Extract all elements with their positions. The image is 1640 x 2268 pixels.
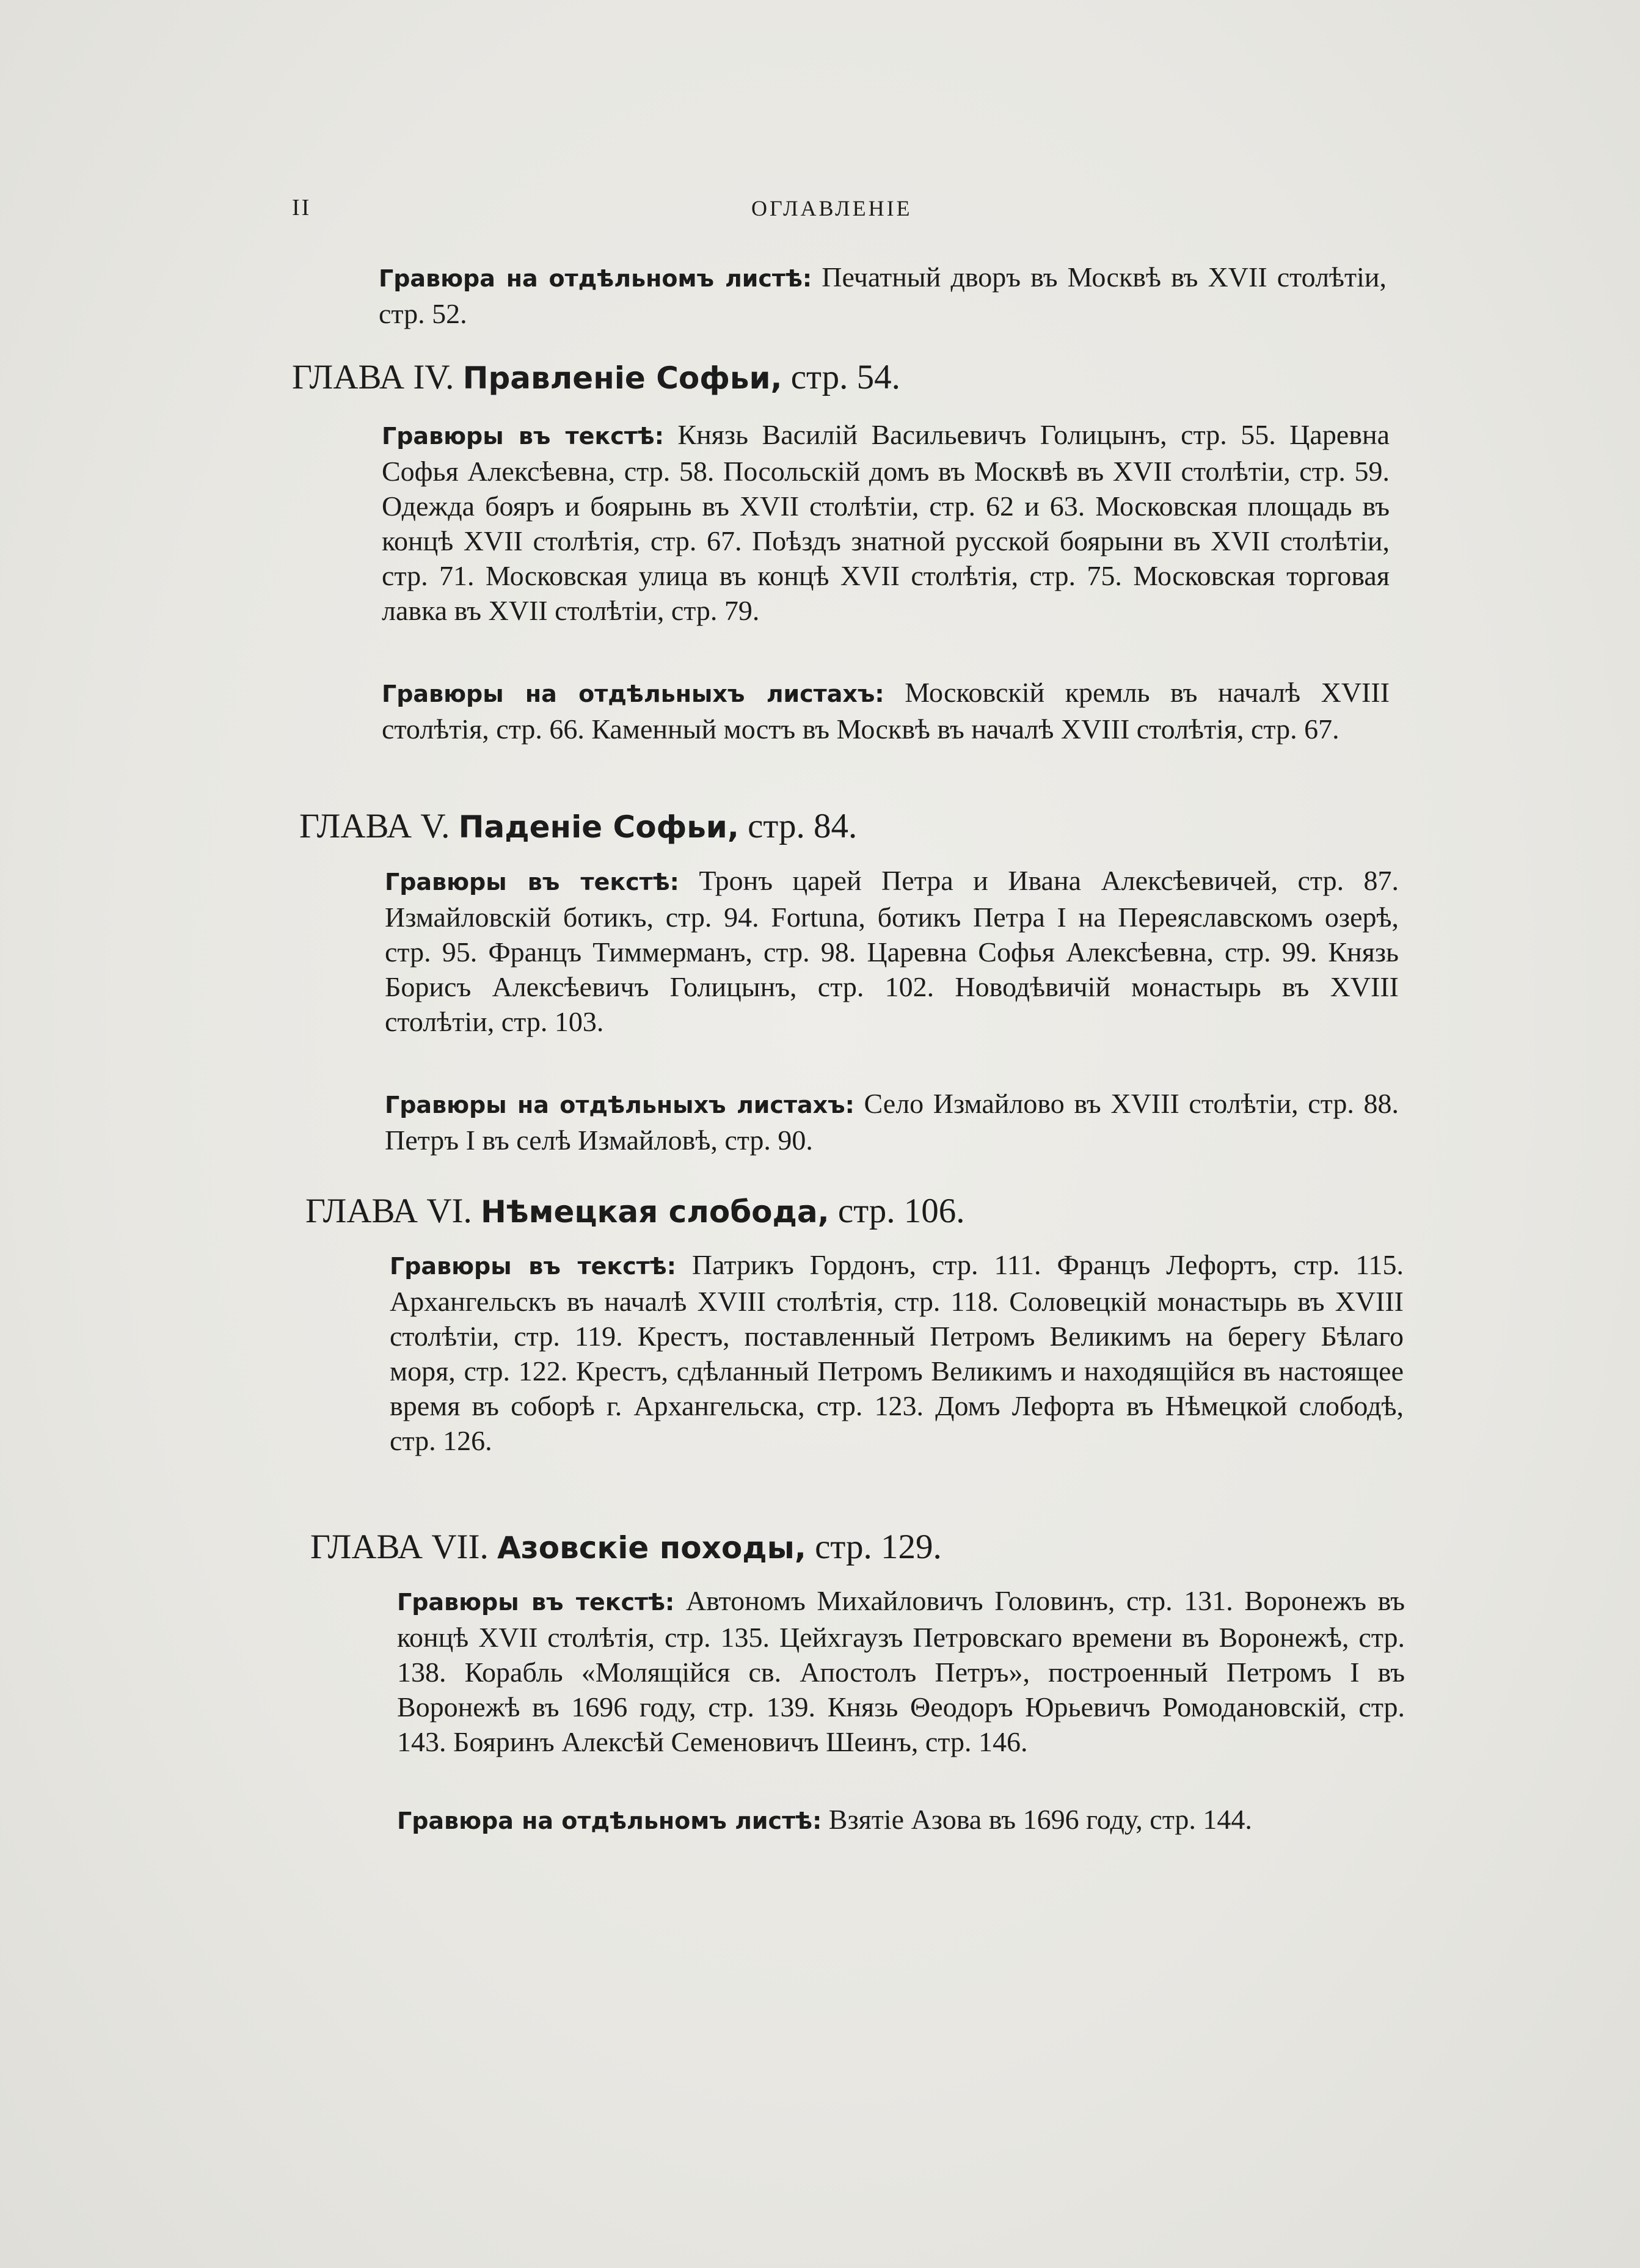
chapter-heading-vii bbox=[310, 1527, 942, 1567]
chapter-title: Правленіе Софьи, bbox=[462, 360, 782, 396]
page-number: II bbox=[292, 195, 312, 221]
top-entry bbox=[379, 260, 1387, 331]
entry-label: Гравюра на отдѣльномъ листѣ: bbox=[379, 265, 812, 292]
entry-label: Гравюры на отдѣльныхъ листахъ: bbox=[385, 1092, 855, 1118]
chapter-heading-v bbox=[299, 806, 857, 846]
entry-label: Гравюра на отдѣльномъ листѣ: bbox=[397, 1807, 822, 1834]
entry-text: Московскій кремль въ началѣ XVIII столѣтія, стр. 66. Каменный мостъ въ Москвѣ въ началѣ XVIII столѣтія, стр. 67. bbox=[382, 677, 1390, 745]
chapter-title: Нѣмецкая слобода, bbox=[480, 1194, 829, 1230]
entry-text: Печатный дворъ въ Москвѣ въ XVII столѣтіи, стр. 52. bbox=[379, 261, 1387, 329]
entry-text: Князь Василій Васильевичъ Голицынъ, стр. 55. Царевна Софья Алексѣевна, стр. 58. Посольскій домъ въ Москвѣ въ XVII столѣтіи, стр. 59. Одежда бояръ и боярынь въ XVII столѣтіи, стр. 62 и 63. Московская площадь въ концѣ XVII столѣтія, стр. 67. Поѣздъ знатной русской боярыни въ XVII столѣтіи, стр. 71. Московская улица въ концѣ XVII столѣтія, стр. 75. Московская торговая лавка въ XVII столѣтіи, стр. 79. bbox=[382, 419, 1390, 626]
chapter-vii-plate-engraving bbox=[397, 1802, 1405, 1839]
entry-text: Взятіе Азова въ 1696 году, стр. 144. bbox=[828, 1804, 1252, 1835]
chapter-vi-text-engravings bbox=[390, 1247, 1404, 1458]
chapter-number: ГЛАВА VII. bbox=[310, 1528, 489, 1566]
entry-label: Гравюры въ текстѣ: bbox=[397, 1589, 675, 1616]
chapter-page: стр. 129. bbox=[815, 1528, 942, 1566]
chapter-number: ГЛАВА IV. bbox=[292, 358, 454, 396]
chapter-heading-vi bbox=[305, 1191, 965, 1231]
chapter-page: стр. 106. bbox=[837, 1192, 965, 1230]
entry-label: Гравюры въ текстѣ: bbox=[390, 1253, 676, 1280]
chapter-page: стр. 84. bbox=[748, 807, 858, 845]
entry-text: Село Измайлово въ XVIII столѣтіи, стр. 88. Петръ I въ селѣ Измайловѣ, стр. 90. bbox=[385, 1088, 1399, 1156]
chapter-iv-plate-engravings bbox=[382, 675, 1390, 746]
chapter-number: ГЛАВА VI. bbox=[305, 1192, 472, 1230]
entry-text: Патрикъ Гордонъ, стр. 111. Францъ Лефортъ, стр. 115. Архангельскъ въ началѣ XVIII столѣтія, стр. 118. Соловецкій монастырь въ XVIII столѣтіи, стр. 119. Крестъ, поставленный Петромъ Великимъ на берегу Бѣлаго моря, стр. 122. Крестъ, сдѣланный Петромъ Великимъ и находящійся въ настоящее время въ соборѣ г. Архангельска, стр. 123. Домъ Лефорта въ Нѣмецкой слободѣ, стр. 126. bbox=[390, 1249, 1404, 1456]
entry-text: Автономъ Михайловичъ Головинъ, стр. 131. Воронежъ въ концѣ XVII столѣтія, стр. 135. Цейхгаузъ Петровскаго времени въ Воронежѣ, стр. 138. Корабль «Молящійся св. Апостолъ Петръ», построенный Петромъ I въ Воронежѣ въ 1696 году, стр. 139. Князь Θеодоръ Юрьевичъ Ромодановскій, стр. 143. Бояринъ Алексѣй Семеновичъ Шеинъ, стр. 146. bbox=[397, 1585, 1405, 1757]
entry-label: Гравюры на отдѣльныхъ листахъ: bbox=[382, 680, 884, 707]
chapter-title: Азовскіе походы, bbox=[497, 1530, 806, 1566]
chapter-page: стр. 54. bbox=[790, 358, 900, 396]
running-title: ОГЛАВЛЕНІЕ bbox=[751, 196, 913, 221]
entry-label: Гравюры въ текстѣ: bbox=[382, 423, 664, 450]
chapter-number: ГЛАВА V. bbox=[299, 807, 450, 845]
chapter-vii-text-engravings bbox=[397, 1583, 1405, 1759]
chapter-heading-iv bbox=[292, 357, 900, 397]
chapter-v-text-engravings bbox=[385, 863, 1399, 1039]
chapter-title: Паденіе Софьи, bbox=[458, 809, 739, 845]
entry-label: Гравюры въ текстѣ: bbox=[385, 869, 679, 895]
entry-text: Тронъ царей Петра и Ивана Алексѣевичей, стр. 87. Измайловскій ботикъ, стр. 94. Fortuna, ботикъ Петра I на Переяславскомъ озерѣ, стр. 95. Францъ Тиммерманъ, стр. 98. Царевна Софья Алексѣевна, стр. 99. Князь Борисъ Алексѣевичъ Голицынъ, стр. 102. Новодѣвичій монастырь въ XVIII столѣтіи, стр. 103. bbox=[385, 865, 1399, 1037]
chapter-v-plate-engravings bbox=[385, 1086, 1399, 1158]
chapter-iv-text-engravings bbox=[382, 417, 1390, 628]
